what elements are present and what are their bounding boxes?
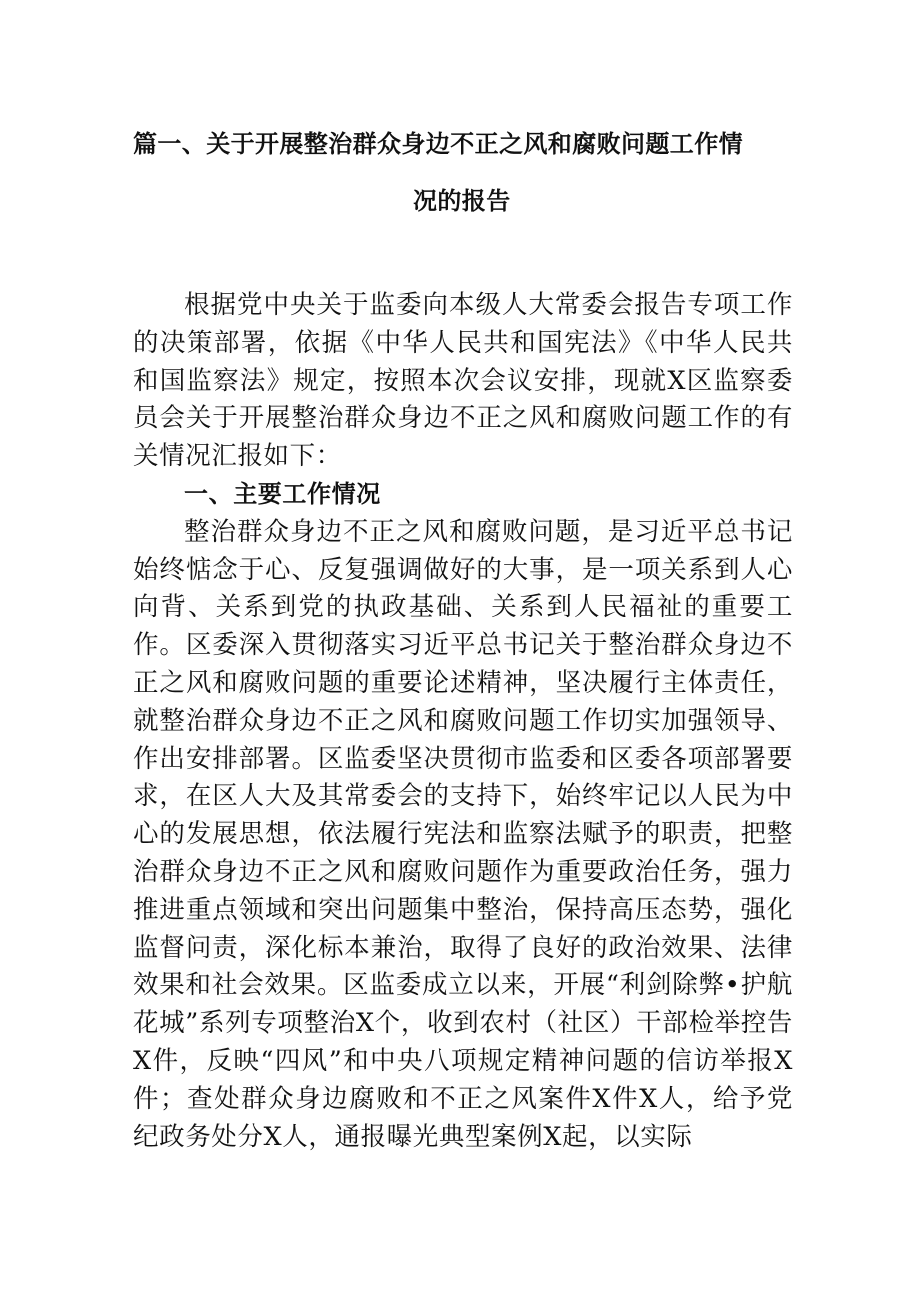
intro-paragraph: 根据党中央关于监委向本级人大常委会报告专项工作的决策部署，依据《中华人民共和国宪法》《中华人民共和国监察法》规定，按照本次会议安排，现就X区监察委员会关于开展整治群众身边不正之风和腐败问题工作的有关情况汇报如下： [133, 290, 793, 472]
section-heading: 一、主要工作情况 [184, 479, 381, 508]
document-title-line-2: 况的报告 [413, 187, 511, 215]
document-body [133, 287, 793, 1156]
document-title-line-1: 篇一、关于开展整治群众身边不正之风和腐败问题工作情 [133, 130, 743, 158]
section-paragraph: 整治群众身边不正之风和腐败问题，是习近平总书记始终惦念于心、反复强调做好的大事，是一项关系到人心向背、关系到党的执政基础、关系到人民福祉的重要工作。区委深入贯彻落实习近平总书记关于整治群众身边不正之风和腐败问题的重要论述精神，坚决履行主体责任，就整治群众身边不正之风和腐败问题工作切实加强领导、作出安排部署。区监委坚决贯彻市监委和区委各项部署要求，在区人大及其常委会的支持下，始终牢记以人民为中心的发展思想，依法履行宪法和监察法赋予的职责，把整治群众身边不正之风和腐败问题作为重要政治任务，强力推进重点领域和突出问题集中整治，保持高压态势，强化监督问责，深化标本兼治，取得了良好的政治效果、法律效果和社会效果。区监委成立以来，开展“利剑除弊•护航花城”系列专项整治X个，收到农村（社区）干部检举控告X件，反映“四风”和中央八项规定精神问题的信访举报X件；查处群众身边腐败和不正之风案件X件X人，给予党纪政务处分X人，通报曝光典型案例X起，以实际 [133, 516, 793, 1152]
